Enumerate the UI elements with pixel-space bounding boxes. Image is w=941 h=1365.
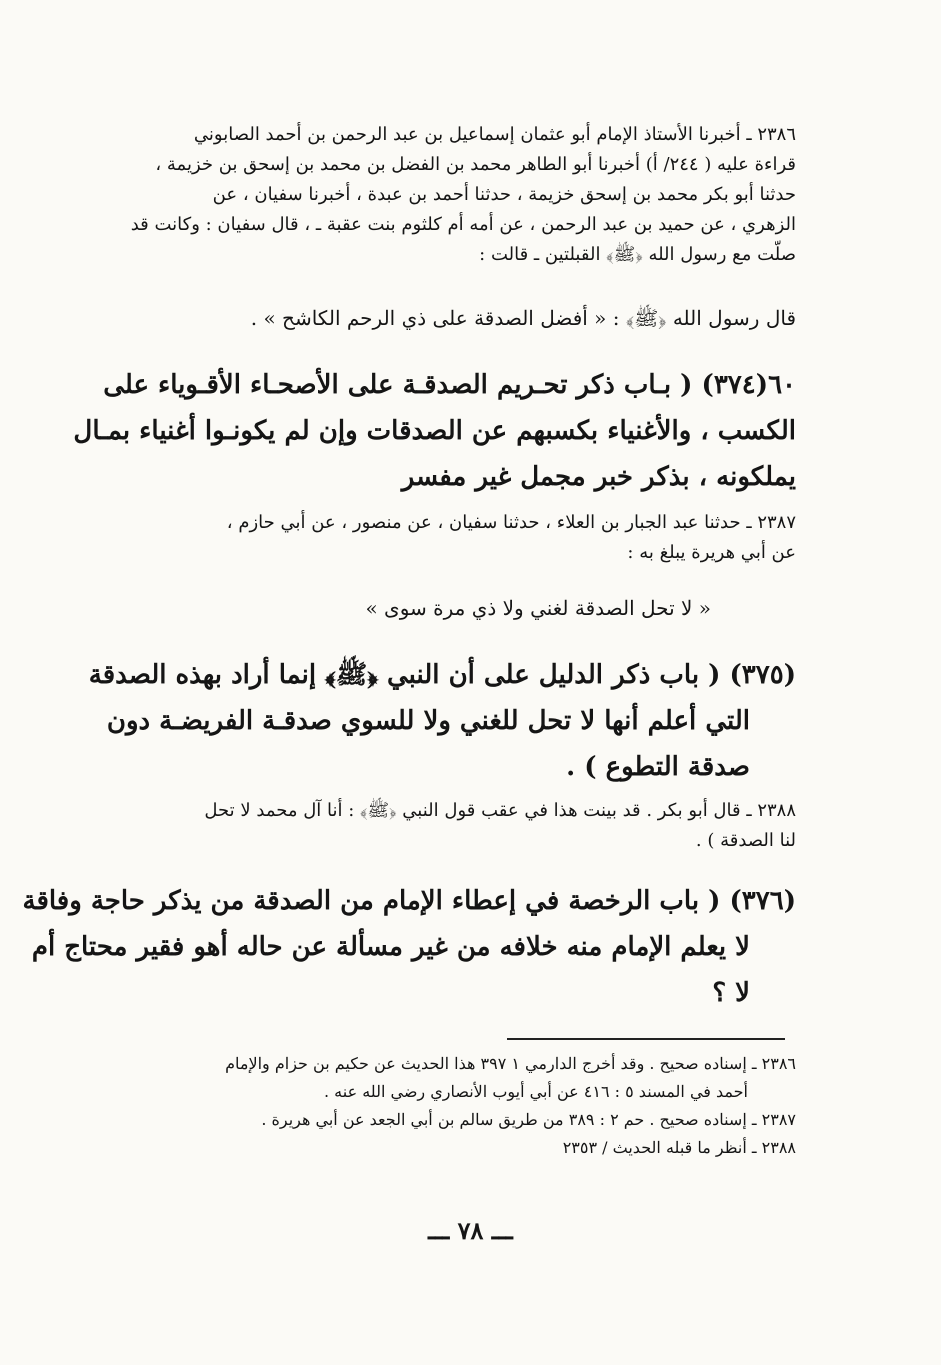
hadith-2386-isnad xyxy=(126,120,796,270)
heading-line: (٣٧٦) ( باب الرخصة في إعطاء الإمام من الصدقة من يذكر حاجة وفاقة xyxy=(22,886,796,916)
heading-line: ٦٠(٣٧٤) ( بـاب ذكر تحـريم الصدقـة على الأصحـاء الأقـوياء على xyxy=(103,370,796,400)
heading-line: لا يعلم الإمام منه خلافه من غير مسألة عن حاله أهو فقير محتاج أم xyxy=(31,932,750,962)
footnotes xyxy=(126,1050,796,1162)
text-line: ٢٣٨٧ ـ حدثنا عبد الجبار بن العلاء ، حدثنا سفيان ، عن منصور ، عن أبي حازم ، xyxy=(226,512,796,533)
text-line: ٢٣٨٦ ـ أخبرنا الأستاذ الإمام أبو عثمان إسماعيل بن عبد الرحمن بن أحمد الصابوني xyxy=(193,124,796,145)
heading-line: صدقة التطوع ) . xyxy=(566,752,750,782)
hadith-2388 xyxy=(126,796,796,856)
heading-line: يملكونه ، بذكر خبر مجمل غير مفسر xyxy=(401,462,796,492)
footnote-line: ٢٣٨٧ ـ إسناده صحيح . حم ٢ : ٣٨٩ من طريق سالم بن أبي الجعد عن أبي هريرة . xyxy=(261,1110,796,1129)
heading-line: لا ؟ xyxy=(712,978,750,1008)
hadith-2387-matn xyxy=(126,596,796,620)
text-line: عن أبي هريرة يبلغ به : xyxy=(627,542,796,563)
text-line: لنا الصدقة ) . xyxy=(695,830,796,851)
text-line: قراءة عليه ( ٢٤٤/ أ) أخبرنا أبو الطاهر محمد بن الفضل بن محمد بن إسحق بن خزيمة ، xyxy=(155,154,796,175)
footnote-line: ٢٣٨٨ ـ أنظر ما قبله الحديث / ٢٣٥٣ xyxy=(562,1138,796,1157)
text-line: حدثنا أبو بكر محمد بن إسحق خزيمة ، حدثنا أحمد بن عبدة ، أخبرنا سفيان ، عن xyxy=(212,184,796,205)
text-line: ٢٣٨٨ ـ قال أبو بكر . قد بينت هذا في عقب قول النبي ﴿ﷺ﴾ : أنا آل محمد لا تحل xyxy=(204,800,796,821)
footnote-line: أحمد في المسند ٥ : ٤١٦ عن أبي أيوب الأنصاري رضي الله عنه . xyxy=(323,1082,748,1101)
hadith-2387-isnad xyxy=(126,508,796,568)
chapter-374-heading xyxy=(73,362,796,500)
chapter-375-heading xyxy=(88,652,796,790)
footnote-divider xyxy=(507,1038,785,1040)
hadith-2386-matn xyxy=(126,306,796,335)
text-line: صلّت مع رسول الله ﴿ﷺ﴾ القبلتين ـ قالت : xyxy=(479,244,796,265)
text-line: الزهري ، عن حميد بن عبد الرحمن ، عن أمه أم كلثوم بنت عقبة ـ ، قال سفيان : وكانت قد xyxy=(130,214,796,235)
hadith-text: قال رسول الله ﴿ﷺ﴾ : « أفضل الصدقة على ذي الرحم الكاشح » . xyxy=(250,306,796,330)
hadith-text: « لا تحل الصدقة لغني ولا ذي مرة سوى » xyxy=(365,596,711,620)
footnote-line: ٢٣٨٦ ـ إسناده صحيح . وقد أخرج الدارمي ١ ٣٩٧ هذا الحديث عن حكيم بن حزام والإمام xyxy=(225,1054,796,1073)
heading-line: (٣٧٥) ( باب ذكر الدليل على أن النبي ﴿ﷺ﴾ إنما أراد بهذه الصدقة xyxy=(88,660,796,690)
heading-line: الكسب ، والأغنياء بكسبهم عن الصدقات وإن لم يكونـوا أغنياء بمـال xyxy=(73,416,796,446)
page-number: ـــ ٧٨ ـــ xyxy=(428,1216,513,1245)
chapter-376-heading xyxy=(22,878,796,1016)
heading-line: التي أعلم أنها لا تحل للغني ولا للسوي صدقـة الفريضـة دون xyxy=(106,706,750,736)
